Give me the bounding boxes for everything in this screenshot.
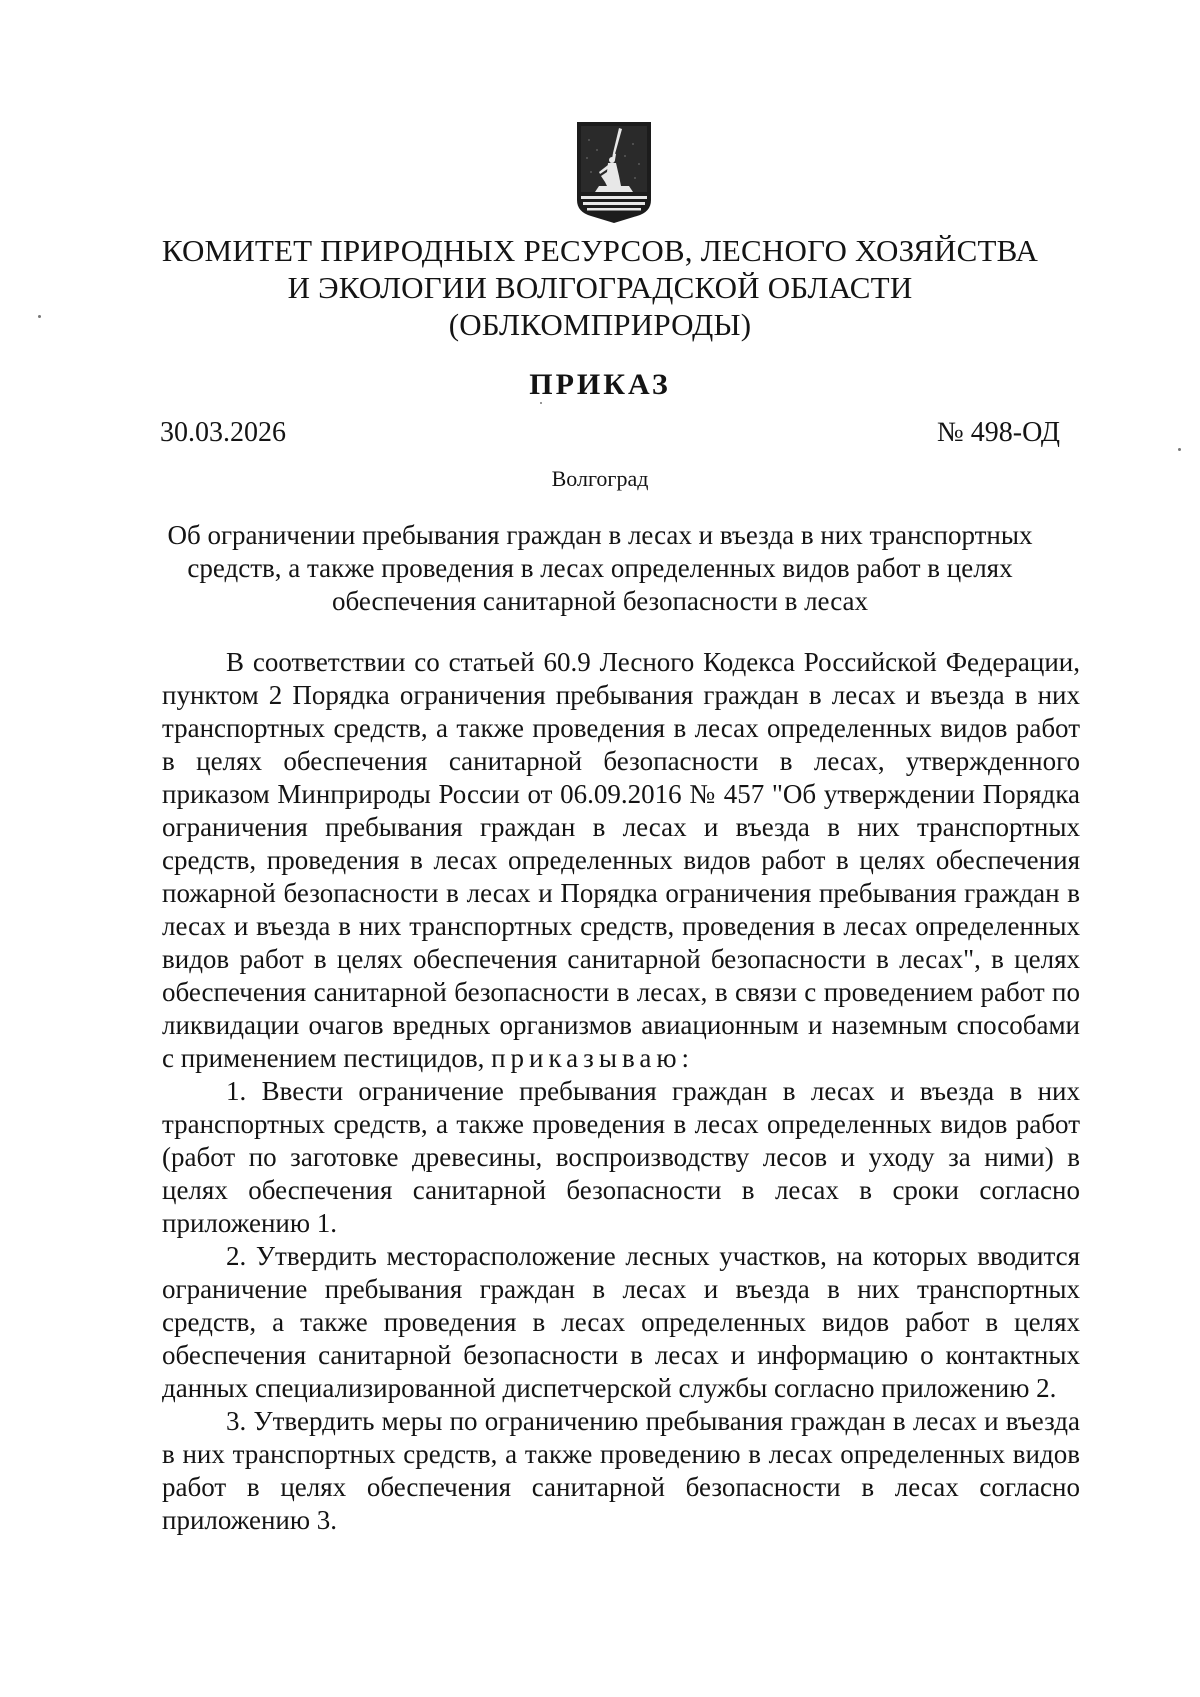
document-date: 30.03.2026 <box>160 417 286 448</box>
document-title <box>140 519 1060 618</box>
document-title-line-3: обеспечения санитарной безопасности в лесах <box>331 586 869 616</box>
scan-speck <box>1178 448 1181 451</box>
organization-name-line-1: КОМИТЕТ ПРИРОДНЫХ РЕСУРСОВ, ЛЕСНОГО ХОЗЯЙСТВА <box>161 233 1039 268</box>
volgograd-coat-of-arms-icon <box>575 120 653 224</box>
document-title-line-2: средств, а также проведения в лесах определенных видов работ в целях <box>187 553 1013 583</box>
document-body <box>162 646 1080 1537</box>
preamble-paragraph <box>162 646 1080 1075</box>
order-item-3: 3. Утвердить меры по ограничению пребывания граждан в лесах и въезда в них транспортных средств, а также проведению в лесах определенных видов работ в целях обеспечения санитарной безопасности в лесах согласно приложению 3. <box>162 1406 1080 1535</box>
scan-speck <box>540 402 542 404</box>
organization-name-line-2: И ЭКОЛОГИИ ВОЛГОГРАДСКОЙ ОБЛАСТИ <box>287 270 913 305</box>
document-title-line-1: Об ограничении пребывания граждан в лесах и въезда в них транспортных <box>167 520 1033 550</box>
document-number: № 498-ОД <box>937 417 1060 448</box>
order-item-2: 2. Утвердить месторасположение лесных участков, на которых вводится ограничение пребывания граждан в лесах и въезда в них транспортных средств, а также проведения в лесах определенных видов работ в целях обеспечения санитарной безопасности в лесах и информацию о контактных данных специализированной диспетчерской службы согласно приложению 2. <box>162 1241 1080 1403</box>
organization-short-name: (ОБЛКОМПРИРОДЫ) <box>448 307 752 342</box>
preamble-text: В соответствии со статьей 60.9 Лесного Кодекса Российской Федерации, пунктом 2 Порядка ограничения пребывания граждан в лесах и въезда в них транспортных средств, а также проведения в лесах определенных видов работ в целях обеспечения санитарной безопасности в лесах, утвержденного приказом Минприроды России от 06.09.2016 № 457 "Об утверждении Порядка ограничения пребывания граждан в лесах и въезда в них транспортных средств, проведения в лесах определенных видов работ в целях обеспечения пожарной безопасности в лесах и Порядка ограничения пребывания граждан в лесах и въезда в них транспортных средств, проведения в лесах определенных видов работ в целях обеспечения санитарной безопасности в лесах", в целях обеспечения санитарной безопасности в лесах, в связи с проведением работ по ликвидации очагов вредных организмов авиационным и наземным способами с применением пестицидов, <box>162 647 1080 1073</box>
scan-speck <box>38 315 41 318</box>
order-command: приказываю: <box>491 1043 695 1073</box>
document-type: ПРИКАЗ <box>529 368 671 401</box>
order-item-1: 1. Ввести ограничение пребывания граждан в лесах и въезда в них транспортных средств, а также проведения в лесах определенных видов работ (работ по заготовке древесины, воспроизводству лесов и уходу за ними) в целях обеспечения санитарной безопасности в лесах в сроки согласно приложению 1. <box>162 1076 1080 1238</box>
organization-header <box>140 232 1060 343</box>
document-city: Волгоград <box>551 466 649 491</box>
